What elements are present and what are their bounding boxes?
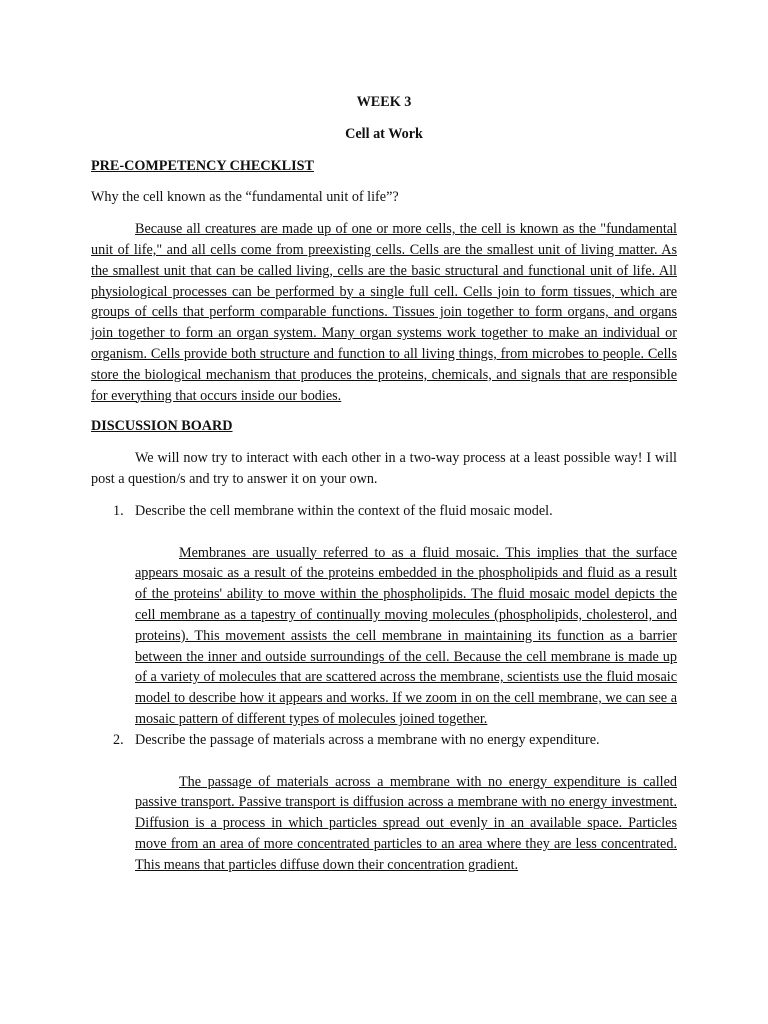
question-text: Describe the passage of materials across a membrane with no energy expenditure.: [135, 731, 600, 748]
question-list: [91, 501, 677, 876]
question-number: 1.: [113, 502, 124, 519]
list-item: [91, 730, 677, 876]
discussion-intro: We will now try to interact with each other in a two-way process at a least possible way! I will post a question/s and try to answer it on your own.: [91, 450, 677, 487]
question-answer: Membranes are usually referred to as a fluid mosaic. This implies that the surface appears mosaic as a result of the proteins embedded in the phospholipids and fluid as a result of the proteins' ability to move within the phospholipids. The fluid mosaic model depicts the cell membrane as a tapestry of continually moving molecules (phospholipids, cholesterol, and proteins). This movement assists the cell membrane in maintaining its function as a barrier between the inner and outside surroundings of the cell. Because the cell membrane is made up of a variety of molecules that are scattered across the membrane, scientists use the fluid mosaic model to describe how it appears and works. If we zoom in on the cell membrane, we can see a mosaic pattern of different types of molecules joined together.: [135, 544, 677, 727]
week-label: WEEK 3: [356, 94, 412, 110]
question-text: Describe the cell membrane within the context of the fluid mosaic model.: [135, 502, 553, 519]
question-answer: The passage of materials across a membrane with no energy expenditure is called passive transport. Passive transport is diffusion across a membrane with no energy investment. Diffusion is a process in which particles spread out evenly in an available space. Particles move from an area of more concentrated particles to an area where they are less concentrated. This means that particles diffuse down their concentration gradient.: [135, 773, 677, 873]
document-title: Cell at Work: [345, 125, 423, 142]
discussion-heading: DISCUSSION BOARD: [91, 418, 233, 435]
pre-competency-question: Why the cell known as the “fundamental unit of life”?: [91, 189, 399, 206]
question-number: 2.: [113, 731, 124, 748]
document-page: [91, 92, 677, 876]
list-item: [91, 501, 677, 730]
pre-competency-heading: PRE-COMPETENCY CHECKLIST: [91, 157, 314, 174]
pre-competency-answer: Because all creatures are made up of one or more cells, the cell is known as the "fundamental unit of life," and all cells come from preexisting cells. Cells are the smallest unit of living matter. As the smallest unit that can be called living, cells are the basic structural and functional unit of life. All physiological processes can be performed by a single full cell. Cells join to form tissues, which are groups of cells that perform comparable functions. Tissues join together to form organs, and organs join together to form an organ system. Many organ systems work together to make an individual or organism. Cells provide both structure and function to all living things, from microbes to people. Cells store the biological mechanism that produces the proteins, chemicals, and signals that are responsible for everything that occurs inside our bodies.: [91, 221, 677, 404]
